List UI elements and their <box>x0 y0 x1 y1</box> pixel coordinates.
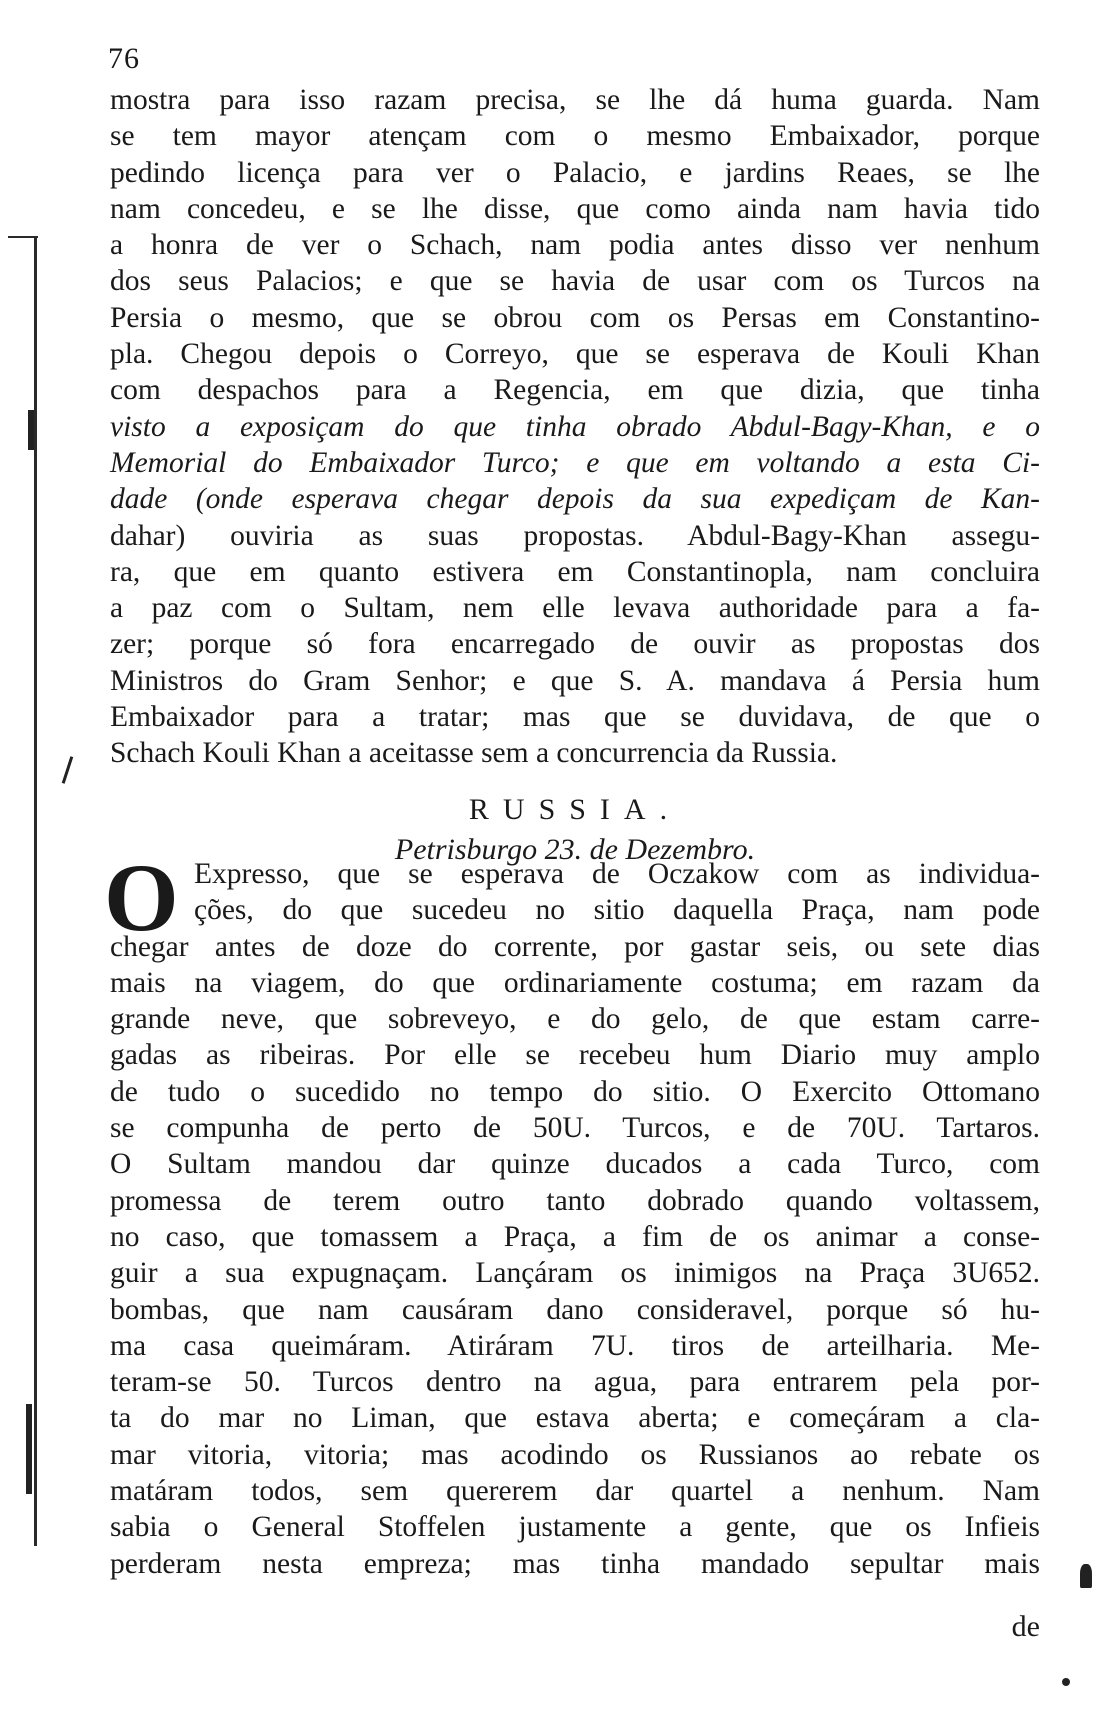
text-line: de tudo o sucedido no tempo do sitio. O Exercito Ottomano <box>110 1075 1040 1108</box>
text-line: teram-se 50. Turcos dentro na agua, para entrarem pela por- <box>110 1366 1040 1399</box>
paragraph-russia-report <box>110 856 1040 1582</box>
text-line: grande neve, que sobreveyo, e do gelo, de que estam carre- <box>110 1003 1040 1036</box>
dateline: Petrisburgo 23. de Dezembro. <box>394 833 756 866</box>
text-line: mostra para isso razam precisa, se lhe dá huma guarda. Nam <box>110 84 1040 116</box>
text-line: mar vitoria, vitoria; mas acodindo os Russianos ao rebate os <box>110 1438 1040 1471</box>
margin-rule <box>34 236 37 1546</box>
text-line: ra, que em quanto estivera em Constantinopla, nam concluira <box>110 555 1040 588</box>
text-line: ta do mar no Liman, que estava aberta; e começáram a cla- <box>110 1402 1040 1435</box>
text-line: dahar) ouviria as suas propostas. Abdul-Bagy-Khan assegu- <box>110 519 1040 552</box>
text-line: guir a sua expugnaçam. Lançáram os inimigos na Praça 3U652. <box>110 1257 1040 1290</box>
text-line: no caso, que tomassem a Praça, a fim de os animar a conse- <box>110 1220 1040 1253</box>
text-line: gadas as ribeiras. Por elle se recebeu hum Diario muy amplo <box>110 1039 1040 1072</box>
text-line: chegar antes de doze do corrente, por gastar seis, ou sete dias <box>110 930 1040 963</box>
text-line: pedindo licença para ver o Palacio, e jardins Reaes, se lhe <box>110 156 1040 189</box>
text-line: ma casa queimáram. Atiráram 7U. tiros de arteilharia. Me- <box>110 1329 1040 1362</box>
text-line: Persia o mesmo, que se obrou com os Persas em Constantino- <box>110 301 1040 334</box>
text-line: bombas, que nam causáram dano consideravel, porque só hu- <box>110 1293 1040 1326</box>
text-line: O Sultam mandou dar quinze ducados a cada Turco, com <box>110 1148 1040 1181</box>
text-line: Ministros do Gram Senhor; e que S. A. mandava á Persia hum <box>110 664 1040 697</box>
margin-ink-mark <box>62 756 74 784</box>
margin-ink-mark <box>28 410 34 450</box>
text-line: zer; porque só fora encarregado de ouvir as propostas dos <box>110 628 1040 661</box>
text-line: com despachos para a Regencia, em que dizia, que tinha <box>110 374 1040 407</box>
text-line: dos seus Palacios; e que se havia de usar com os Turcos na <box>110 265 1040 298</box>
text-line: ções, do que sucedeu no sitio daquella Praça, nam pode <box>194 894 1040 927</box>
catchword: de <box>1011 1610 1040 1643</box>
text-line: a honra de ver o Schach, nam podia antes disso ver nenhum <box>110 229 1040 262</box>
page-number: 76 <box>108 42 140 75</box>
margin-ink-mark <box>26 1404 32 1494</box>
text-line: promessa de terem outro tanto dobrado quando voltassem, <box>110 1184 1040 1217</box>
text-line: perderam nesta empreza; mas tinha mandado sepultar mais <box>110 1547 1040 1580</box>
text-line: pla. Chegou depois o Correyo, que se esperava de Kouli Khan <box>110 338 1040 371</box>
text-line: nam concedeu, e se lhe disse, que como ainda nam havia tido <box>110 192 1040 225</box>
edge-ink-mark <box>1062 1678 1070 1686</box>
drop-cap: O <box>104 844 179 951</box>
text-line: dade (onde esperava chegar depois da sua expediçam de Kan- <box>110 483 1040 516</box>
text-line: Expresso, que se esperava de Oczakow com as individua- <box>194 858 1040 890</box>
text-line: se tem mayor atençam com o mesmo Embaixador, porque <box>110 120 1040 153</box>
paragraph-persia-report <box>110 82 1040 772</box>
text-line: Schach Kouli Khan a aceitasse sem a concurrencia da Russia. <box>110 737 838 770</box>
text-line: matáram todos, sem quererem dar quartel a nenhum. Nam <box>110 1475 1040 1508</box>
text-line: Embaixador para a tratar; mas que se duvidava, de que o <box>110 701 1040 734</box>
text-line: Memorial do Embaixador Turco; e que em voltando a esta Ci- <box>110 446 1040 479</box>
text-line: sabia o General Stoffelen justamente a gente, que os Infieis <box>110 1511 1040 1544</box>
text-line: mais na viagem, do que ordinariamente costuma; em razam da <box>110 966 1040 999</box>
section-heading: RUSSIA. <box>468 793 682 826</box>
edge-ink-mark <box>1080 1564 1092 1588</box>
text-line: se compunha de perto de 50U. Turcos, e de 70U. Tartaros. <box>110 1112 1040 1145</box>
text-line: a paz com o Sultam, nem elle levava authoridade para a fa- <box>110 592 1040 625</box>
text-line: visto a exposiçam do que tinha obrado Abdul-Bagy-Khan, e o <box>110 410 1040 443</box>
